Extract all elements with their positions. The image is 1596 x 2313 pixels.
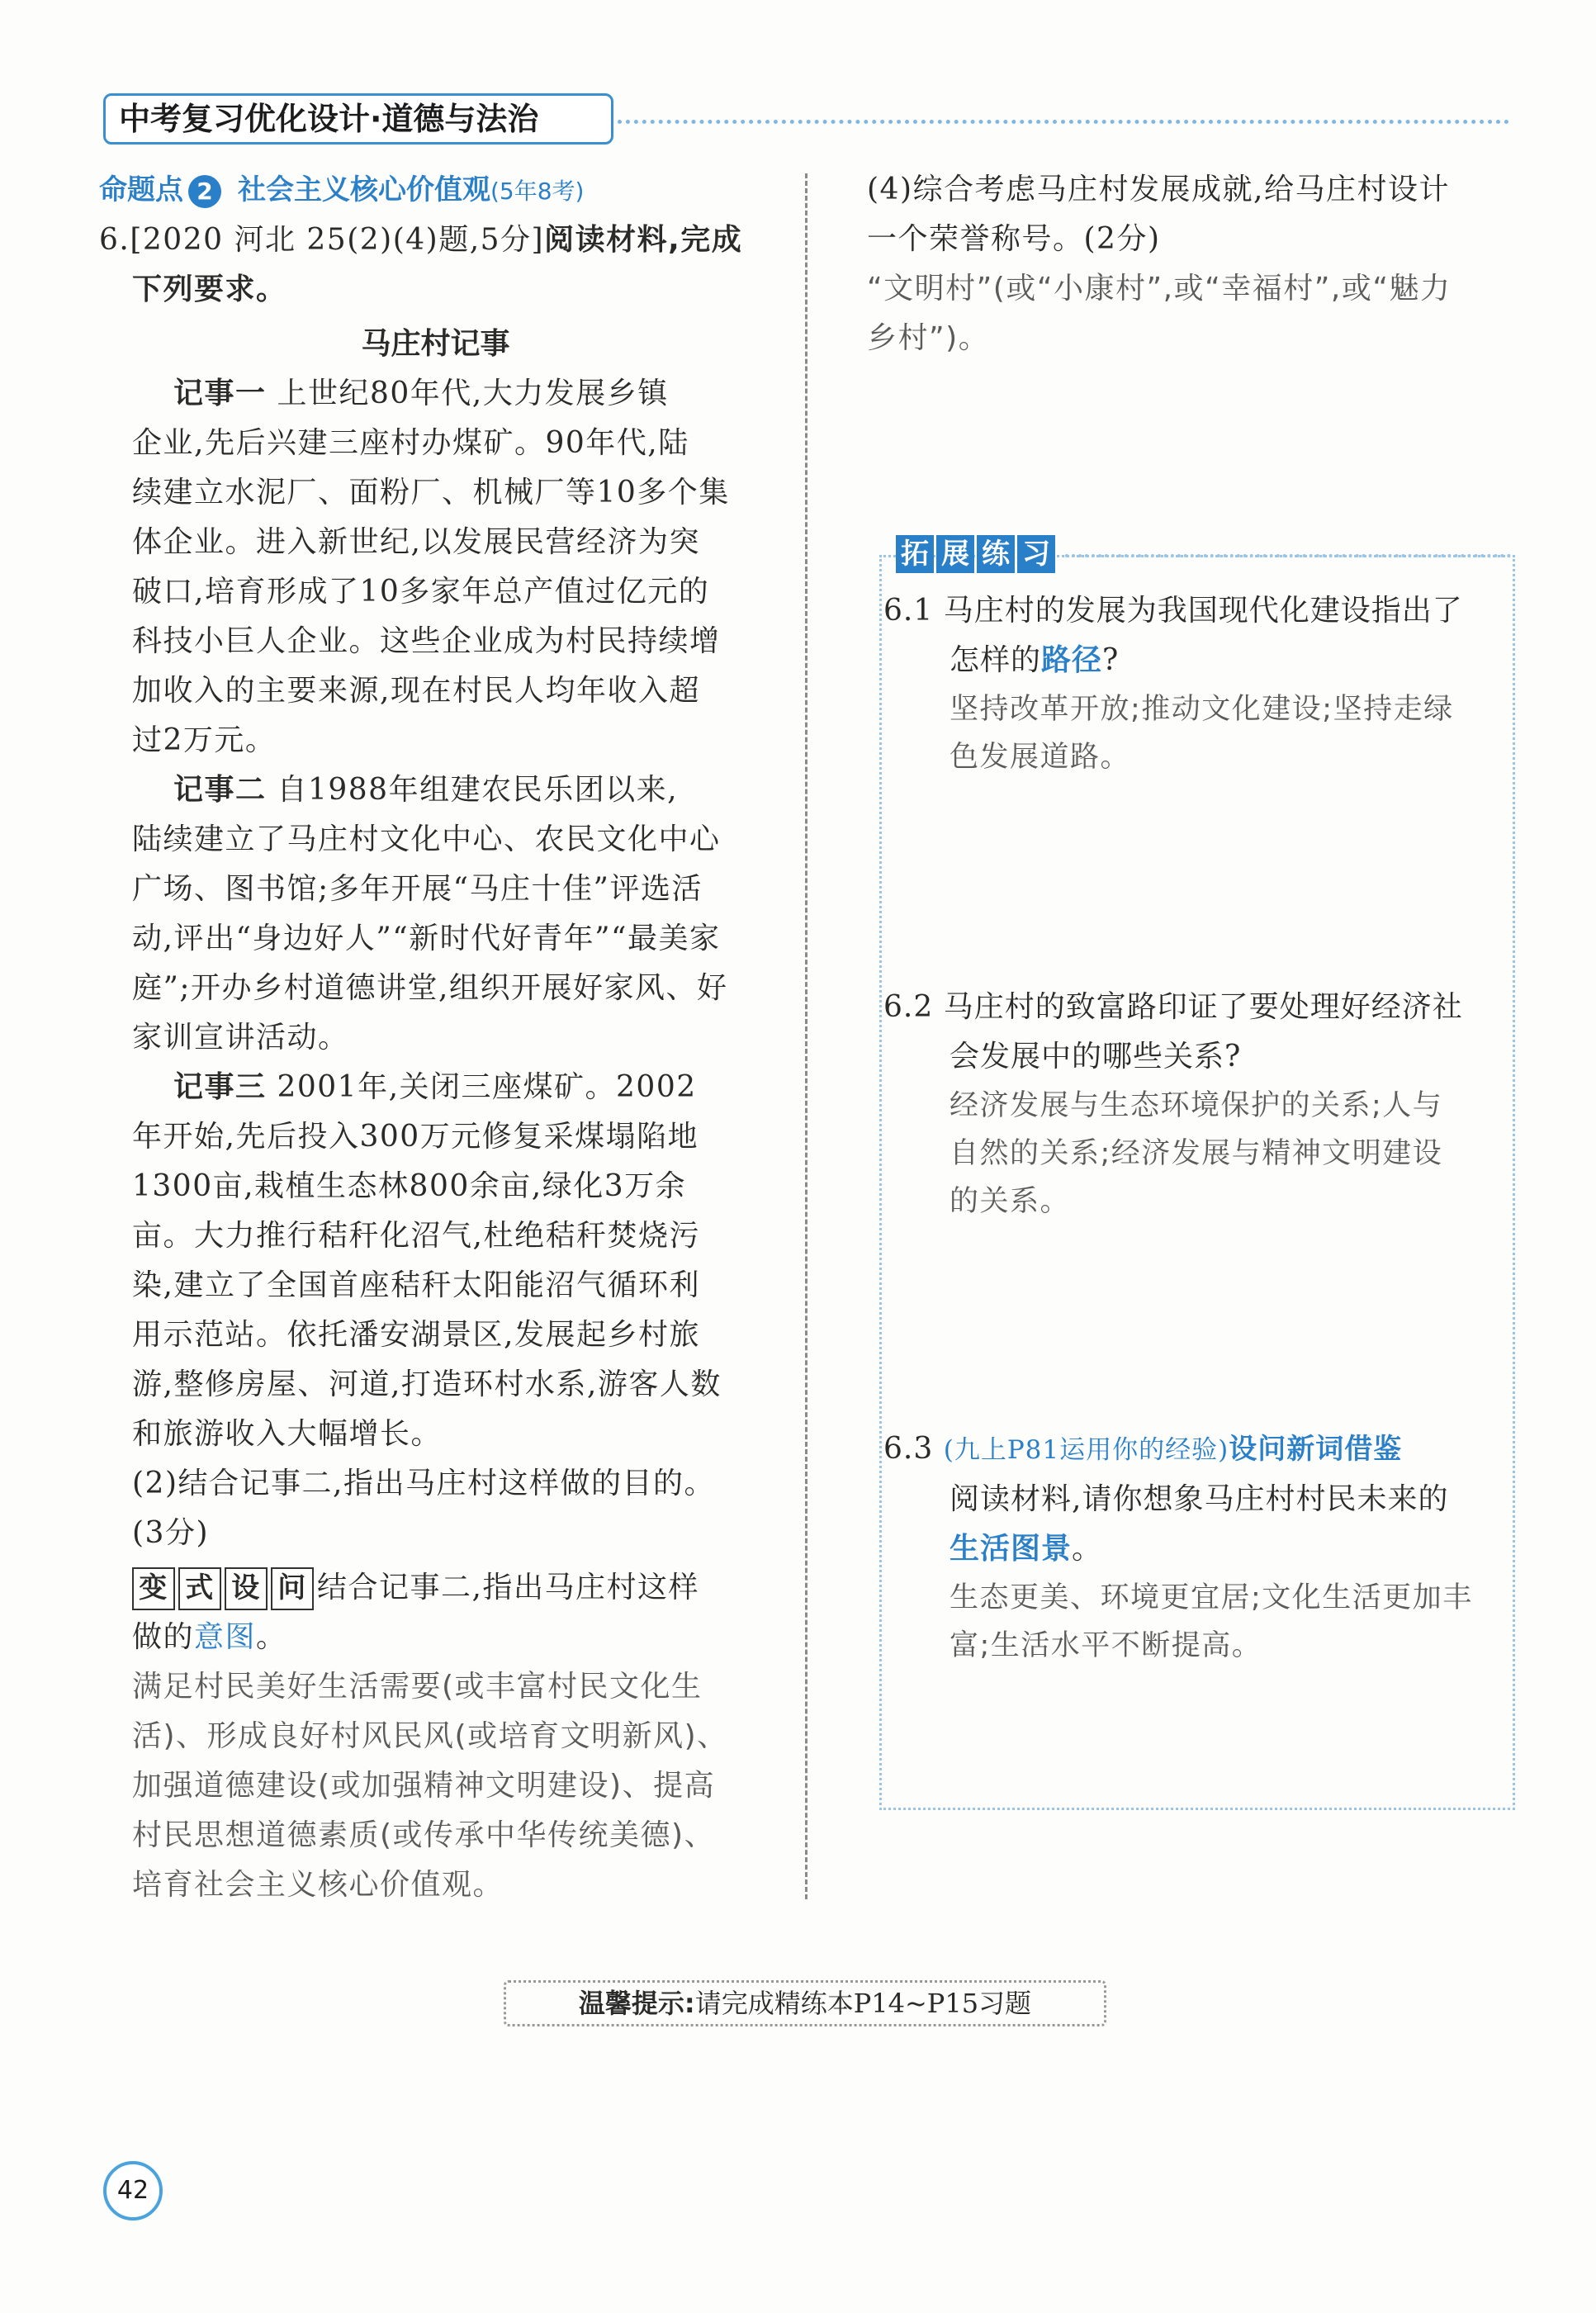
- answer-line: 色发展道路。: [950, 741, 1131, 774]
- record-line: 和旅游收入大幅增长。: [132, 1417, 443, 1451]
- answer-line: 坚持改革开放;推动文化建设;坚持走绿: [950, 693, 1454, 726]
- record-line: 过2万元。: [132, 723, 277, 757]
- variant-question-cont: 做的意图。: [132, 1620, 287, 1654]
- sub-question-4: [867, 165, 1511, 264]
- record-line: 广场、图书馆;多年开展“马庄十佳”评选活: [132, 872, 703, 906]
- page-number: 42: [103, 2161, 163, 2221]
- question-instruction-cont: 下列要求。: [132, 273, 287, 306]
- answer-line: 乡村”)。: [867, 321, 990, 355]
- record-line: 记事二 自1988年组建农民乐团以来,: [99, 765, 772, 815]
- answer-line: 的关系。: [950, 1185, 1071, 1218]
- sub-question-line: 一个荣誉称号。(2分): [867, 222, 1161, 256]
- answer-line: 富;生活水平不断提高。: [950, 1629, 1262, 1662]
- sub-question-line: (3分): [132, 1516, 209, 1550]
- record-line: 陆续建立了马庄村文化中心、农民文化中心: [132, 822, 721, 856]
- record-two: [99, 765, 772, 1063]
- answer-line: 满足村民美好生活需要(或丰富村民文化生: [132, 1670, 703, 1704]
- question-lead: 6.[2020 河北 25(2)(4)题,5分]: [99, 223, 545, 257]
- sub-question-line: (4)综合考虑马庄村发展成就,给马庄村设计: [867, 173, 1450, 206]
- expansion-practice-tag: 拓 展 练 习: [896, 535, 1058, 573]
- topic-heading: [99, 169, 772, 212]
- record-line: 亩。大力推行秸秆化沼气,杜绝秸秆焚烧污: [132, 1219, 700, 1253]
- answer-line: 加强道德建设(或加强精神文明建设)、提高: [132, 1769, 716, 1803]
- record-line: 企业,先后兴建三座村办煤矿。90年代,陆: [132, 426, 689, 460]
- expansion-item-6-2: 6.2 马庄村的致富路印证了要处理好经济社 会发展中的哪些关系? 经济发展与生态环境保护的关系;人与 自然的关系;经济发展与精神文明建设 的关系。: [883, 983, 1503, 1225]
- answer-line: “文明村”(或“小康村”,或“幸福村”,或“魅力: [867, 272, 1452, 306]
- record-line: 家训宣讲活动。: [132, 1021, 349, 1055]
- left-column: [99, 169, 772, 1910]
- record-one-label: 记事一: [173, 377, 267, 410]
- item-keyword: 路径: [1041, 643, 1103, 677]
- record-line: 1300亩,栽植生态林800余亩,绿化3万余: [132, 1169, 687, 1203]
- record-line: 用示范站。依托潘安湖景区,发展起乡村旅: [132, 1318, 700, 1352]
- sub-question-2-answer: [99, 1662, 772, 1910]
- tip-box: [504, 1980, 1106, 2026]
- record-line: 加收入的主要来源,现在村民人均年收入超: [132, 674, 700, 708]
- record-line: 科技小巨人企业。这些企业成为村民持续增: [132, 624, 721, 658]
- item-source-note: (九上P81运用你的经验): [943, 1435, 1229, 1465]
- record-line: 记事三 2001年,关闭三座煤矿。2002: [99, 1063, 772, 1112]
- item-keyword: 生活图景: [950, 1532, 1073, 1566]
- question-stem: [99, 216, 772, 315]
- record-line: 记事一 上世纪80年代,大力发展乡镇: [99, 369, 772, 419]
- book-title: 中考复习优化设计·道德与法治: [119, 101, 539, 137]
- record-line: 年开始,先后投入300万元修复采煤塌陷地: [132, 1120, 699, 1154]
- record-line: 破口,培育形成了10多家年总产值过亿元的: [132, 575, 710, 609]
- variant-label: 变 式 设 问: [132, 1571, 317, 1604]
- item-tag: 设问新词借鉴: [1229, 1433, 1403, 1466]
- record-two-label: 记事二: [173, 773, 267, 807]
- record-line: 续建立水泥厂、面粉厂、机械厂等10多个集: [132, 476, 730, 510]
- answer-line: 经济发展与生态环境保护的关系;人与: [950, 1089, 1443, 1122]
- sub-question-4-answer: [867, 264, 1511, 363]
- book-title-header: [103, 93, 613, 145]
- sub-question-2: [99, 1459, 772, 1558]
- expansion-item-6-3: 6.3 (九上P81运用你的经验)设问新词借鉴 阅读材料,请你想象马庄村村民未来的 生活图景。 生态更美、环境更宜居;文化生活更加丰 富;生活水平不断提高。: [883, 1424, 1503, 1670]
- expansion-tag-dotted-rule: [1065, 554, 1511, 557]
- record-line: 染,建立了全国首座秸秆太阳能沼气循环利: [132, 1268, 700, 1302]
- answer-line: 生态更美、环境更宜居;文化生活更加丰: [950, 1581, 1473, 1614]
- sub-question-line: (2)结合记事二,指出马庄村这样做的目的。: [132, 1467, 715, 1500]
- item-number: 6.1: [883, 594, 934, 628]
- record-line: 庭”;开办乡村道德讲堂,组织开展好家风、好: [132, 971, 728, 1005]
- answer-line: 村民思想道德素质(或传承中华传统美德)、: [132, 1818, 716, 1852]
- record-line: 游,整修房屋、河道,打造环村水系,游客人数: [132, 1367, 722, 1401]
- answer-line: 自然的关系;经济发展与精神文明建设: [950, 1137, 1443, 1170]
- topic-note: (5年8考): [490, 178, 585, 205]
- variant-keyword: 意图: [194, 1620, 257, 1654]
- topic-prefix: 命题点: [99, 173, 183, 206]
- variant-question: [99, 1563, 772, 1613]
- topic-number-badge: 2: [188, 175, 221, 208]
- tip-label: 温馨提示:: [578, 1988, 695, 2019]
- record-line: 体企业。进入新世纪,以发展民营经济为突: [132, 525, 700, 559]
- answer-line: 活)、形成良好村风民风(或培育文明新风)、: [132, 1719, 728, 1753]
- topic-title: 社会主义核心价值观: [238, 173, 490, 206]
- answer-line: 培育社会主义核心价值观。: [132, 1868, 504, 1902]
- question-instruction: 阅读材料,完成: [544, 223, 743, 257]
- column-divider: [805, 173, 807, 1899]
- header-dotted-rule: [618, 120, 1509, 124]
- right-column: [867, 165, 1511, 363]
- item-number: 6.3: [883, 1432, 934, 1466]
- tip-text: 请完成精练本P14~P15习题: [694, 1988, 1032, 2019]
- record-three: [99, 1063, 772, 1459]
- material-title: 马庄村记事: [361, 327, 510, 361]
- item-number: 6.2: [883, 990, 934, 1024]
- record-line: 动,评出“身边好人”“新时代好青年”“最美家: [132, 922, 721, 955]
- record-one: [99, 369, 772, 765]
- variant-text: 结合记事二,指出马庄村这样: [317, 1571, 699, 1604]
- expansion-item-6-1: 6.1 马庄村的发展为我国现代化建设指出了 怎样的路径? 坚持改革开放;推动文化建设;坚持走绿 色发展道路。: [883, 586, 1503, 781]
- record-three-label: 记事三: [173, 1070, 267, 1104]
